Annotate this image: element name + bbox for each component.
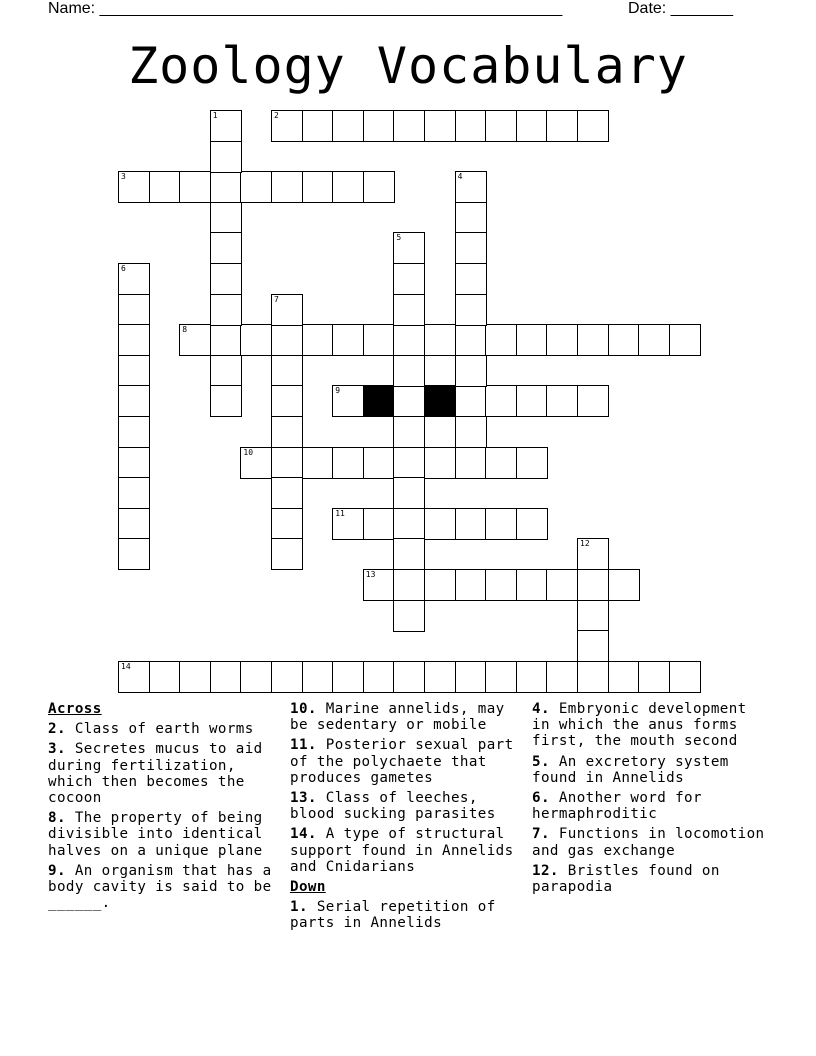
clue-across-8: 8. The property of being divisible into identical halves on a unique plane xyxy=(48,810,263,859)
grid-cell[interactable] xyxy=(118,324,150,356)
clue-number: 1 xyxy=(212,111,218,120)
grid-cell[interactable] xyxy=(393,294,425,326)
grid-cell[interactable] xyxy=(240,447,272,479)
clue-number: 4 xyxy=(457,172,463,182)
grid-cell[interactable] xyxy=(393,324,425,356)
clue-down-6: 6. Another word for hermaphroditic xyxy=(532,790,702,823)
grid-cell[interactable] xyxy=(393,232,425,264)
across-heading: Across xyxy=(48,701,102,717)
clue-number: 2 xyxy=(274,111,279,120)
grid-cell[interactable] xyxy=(271,355,303,387)
grid-cell[interactable] xyxy=(516,110,548,142)
clue-number: 11 xyxy=(335,508,345,518)
grid-cell[interactable] xyxy=(546,569,578,601)
grid-cell[interactable] xyxy=(424,324,456,356)
grid-cell[interactable] xyxy=(455,110,487,142)
grid-cell[interactable] xyxy=(577,600,609,632)
grid-cell[interactable] xyxy=(302,447,334,479)
grid-cell[interactable] xyxy=(302,661,334,693)
grid-cell[interactable] xyxy=(149,661,181,693)
grid-cell[interactable] xyxy=(455,447,487,479)
clue-across-13: 13. Class of leeches, blood sucking parasites xyxy=(290,790,496,823)
clue-across-11: 11. Posterior sexual part of the polychaete that produces gametes xyxy=(290,737,514,786)
grid-cell[interactable] xyxy=(210,141,242,173)
grid-cell[interactable] xyxy=(271,385,303,417)
grid-cell[interactable] xyxy=(455,416,487,448)
clues-column-3 xyxy=(532,701,772,899)
grid-cell[interactable] xyxy=(455,324,487,356)
grid-cell[interactable] xyxy=(302,171,334,203)
grid-cell[interactable] xyxy=(210,171,242,203)
clue-down-7: 7. Functions in locomotion and gas exchange xyxy=(532,826,765,859)
grid-cell[interactable] xyxy=(455,171,487,203)
down-heading: Down xyxy=(290,879,326,896)
grid-cell[interactable] xyxy=(455,263,487,295)
grid-cell[interactable] xyxy=(424,508,456,540)
grid-cell[interactable] xyxy=(332,661,364,693)
grid-cell[interactable] xyxy=(546,661,578,693)
clue-number: 14 xyxy=(121,661,131,671)
grid-cell[interactable] xyxy=(424,447,456,479)
grid-cell[interactable] xyxy=(485,385,517,417)
grid-cell[interactable] xyxy=(485,569,517,601)
grid-cell[interactable] xyxy=(485,110,517,142)
grid-cell[interactable] xyxy=(210,355,242,387)
grid-cell[interactable] xyxy=(516,661,548,693)
grid-cell[interactable] xyxy=(118,294,150,326)
grid-cell[interactable] xyxy=(608,324,640,356)
grid-cell[interactable] xyxy=(516,447,548,479)
grid-cell[interactable] xyxy=(393,600,425,632)
grid-cell[interactable] xyxy=(363,110,395,142)
grid-cell[interactable] xyxy=(363,324,395,356)
clue-number: 5 xyxy=(396,233,402,243)
grid-cell[interactable] xyxy=(546,110,578,142)
grid-cell[interactable] xyxy=(638,324,670,356)
grid-cell[interactable] xyxy=(179,661,211,693)
grid-cell[interactable] xyxy=(608,569,640,601)
grid-cell[interactable] xyxy=(393,447,425,479)
grid-cell[interactable] xyxy=(240,661,272,693)
grid-cell[interactable] xyxy=(577,110,609,142)
grid-cell[interactable] xyxy=(393,110,425,142)
grid-cell[interactable] xyxy=(118,385,150,417)
grid-cell[interactable] xyxy=(455,294,487,326)
grid-cell[interactable] xyxy=(516,385,548,417)
grid-cell[interactable] xyxy=(302,324,334,356)
grid-cell[interactable] xyxy=(271,477,303,509)
grid-cell[interactable] xyxy=(455,385,487,417)
grid-cell[interactable] xyxy=(118,538,150,570)
grid-cell[interactable] xyxy=(424,661,456,693)
grid-cell[interactable] xyxy=(485,447,517,479)
worksheet-header xyxy=(0,0,816,24)
page-title: Zoology Vocabulary xyxy=(128,37,688,95)
grid-cell[interactable] xyxy=(210,324,242,356)
clue-number: 12 xyxy=(580,539,590,549)
grid-cell[interactable] xyxy=(332,508,364,540)
grid-cell[interactable] xyxy=(393,569,425,601)
grid-cell[interactable] xyxy=(271,294,303,326)
grid-cell[interactable] xyxy=(332,324,364,356)
grid-cell[interactable] xyxy=(393,477,425,509)
grid-cell[interactable] xyxy=(118,447,150,479)
clue-number: 13 xyxy=(365,570,376,579)
grid-cell[interactable] xyxy=(149,171,181,203)
grid-cell[interactable] xyxy=(577,538,609,570)
grid-cell[interactable] xyxy=(577,324,609,356)
grid-cell[interactable] xyxy=(271,416,303,448)
grid-cell[interactable] xyxy=(546,385,578,417)
grid-cell[interactable] xyxy=(302,110,334,142)
grid-cell[interactable] xyxy=(546,324,578,356)
grid-cell[interactable] xyxy=(455,508,487,540)
grid-cell[interactable] xyxy=(271,508,303,540)
grid-cell[interactable] xyxy=(118,508,150,540)
grid-cell[interactable] xyxy=(577,569,609,601)
grid-cell[interactable] xyxy=(393,661,425,693)
grid-cell[interactable] xyxy=(638,661,670,693)
grid-cell[interactable] xyxy=(485,324,517,356)
grid-cell[interactable] xyxy=(210,294,242,326)
clue-across-2: 2. Class of earth worms xyxy=(48,721,254,738)
grid-cell[interactable] xyxy=(424,569,456,601)
grid-cell[interactable] xyxy=(332,171,364,203)
grid-cell[interactable] xyxy=(577,630,609,662)
grid-cell[interactable] xyxy=(118,477,150,509)
clue-across-9: 9. An organism that has a body cavity is said to be ______. xyxy=(48,862,272,912)
grid-cell[interactable] xyxy=(118,416,150,448)
grid-cell[interactable] xyxy=(240,171,272,203)
clues-column-1 xyxy=(48,701,288,915)
grid-cell[interactable] xyxy=(516,569,548,601)
grid-cell[interactable] xyxy=(393,355,425,387)
grid-cell[interactable] xyxy=(271,171,303,203)
clue-across-10: 10. Marine annelids, may be sedentary or mobile xyxy=(290,701,505,734)
grid-cell[interactable] xyxy=(210,202,242,234)
grid-cell[interactable] xyxy=(393,538,425,570)
clue-number: 6 xyxy=(121,264,126,273)
grid-cell[interactable] xyxy=(210,385,242,417)
grid-cell[interactable] xyxy=(332,447,364,479)
grid-cell[interactable] xyxy=(485,508,517,540)
grid-cell[interactable] xyxy=(577,661,609,693)
grid-cell[interactable] xyxy=(271,538,303,570)
grid-cell[interactable] xyxy=(210,263,242,295)
clue-across-3: 3. Secretes mucus to aid during fertilization, which then becomes the cocoon xyxy=(48,741,263,807)
grid-cell[interactable] xyxy=(332,110,364,142)
clue-number: 3 xyxy=(121,172,126,182)
clues-column-2 xyxy=(290,701,530,936)
grid-cell[interactable] xyxy=(363,447,395,479)
grid-cell[interactable] xyxy=(363,569,395,601)
grid-cell[interactable] xyxy=(424,110,456,142)
grid-cell[interactable] xyxy=(455,202,487,234)
clue-number: 8 xyxy=(182,325,188,335)
grid-cell[interactable] xyxy=(271,447,303,479)
grid-cell[interactable] xyxy=(363,171,395,203)
clue-down-5: 5. An excretory system found in Annelids xyxy=(532,753,729,786)
grid-cell[interactable] xyxy=(210,232,242,264)
clue-down-4: 4. Embryonic development in which the anus forms first, the mouth second xyxy=(532,701,747,750)
grid-cell[interactable] xyxy=(179,171,211,203)
clue-number: 9 xyxy=(335,386,341,396)
grid-cell[interactable] xyxy=(210,661,242,693)
clue-down-1: 1. Serial repetition of parts in Annelids xyxy=(290,899,496,932)
date-field[interactable]: Date: _______ xyxy=(628,0,733,17)
grid-cell[interactable] xyxy=(608,661,640,693)
grid-cell[interactable] xyxy=(118,263,150,295)
grid-cell[interactable] xyxy=(363,508,395,540)
grid-cell[interactable] xyxy=(393,416,425,448)
grid-cell[interactable] xyxy=(332,385,364,417)
grid-cell[interactable] xyxy=(179,324,211,356)
grid-cell[interactable] xyxy=(393,385,425,417)
grid-cell[interactable] xyxy=(577,385,609,417)
grid-cell[interactable] xyxy=(393,508,425,540)
grid-cell[interactable] xyxy=(240,324,272,356)
grid-cell[interactable] xyxy=(455,661,487,693)
grid-cell[interactable] xyxy=(485,661,517,693)
grid-cell[interactable] xyxy=(363,661,395,693)
grid-cell[interactable] xyxy=(210,110,242,142)
grid-cell[interactable] xyxy=(118,171,150,203)
grid-cell[interactable] xyxy=(516,324,548,356)
grid-cell[interactable] xyxy=(455,355,487,387)
grid-cell[interactable] xyxy=(271,110,303,142)
grid-cell[interactable] xyxy=(516,508,548,540)
clue-across-14: 14. A type of structural support found in Annelids and Cnidarians xyxy=(290,826,514,875)
grid-cell[interactable] xyxy=(455,569,487,601)
clue-number: 7 xyxy=(274,294,279,304)
clue-number: 10 xyxy=(243,447,254,457)
grid-block-cell xyxy=(363,385,395,417)
grid-block-cell xyxy=(424,385,456,417)
grid-cell[interactable] xyxy=(118,661,150,693)
clue-down-12: 12. Bristles found on parapodia xyxy=(532,862,720,896)
name-field[interactable]: Name: ____________________________________________________ xyxy=(48,0,563,17)
grid-cell[interactable] xyxy=(455,232,487,264)
grid-cell[interactable] xyxy=(669,661,701,693)
grid-cell[interactable] xyxy=(669,324,701,356)
grid-cell[interactable] xyxy=(271,324,303,356)
grid-cell[interactable] xyxy=(118,355,150,387)
grid-cell[interactable] xyxy=(393,263,425,295)
grid-cell[interactable] xyxy=(271,661,303,693)
